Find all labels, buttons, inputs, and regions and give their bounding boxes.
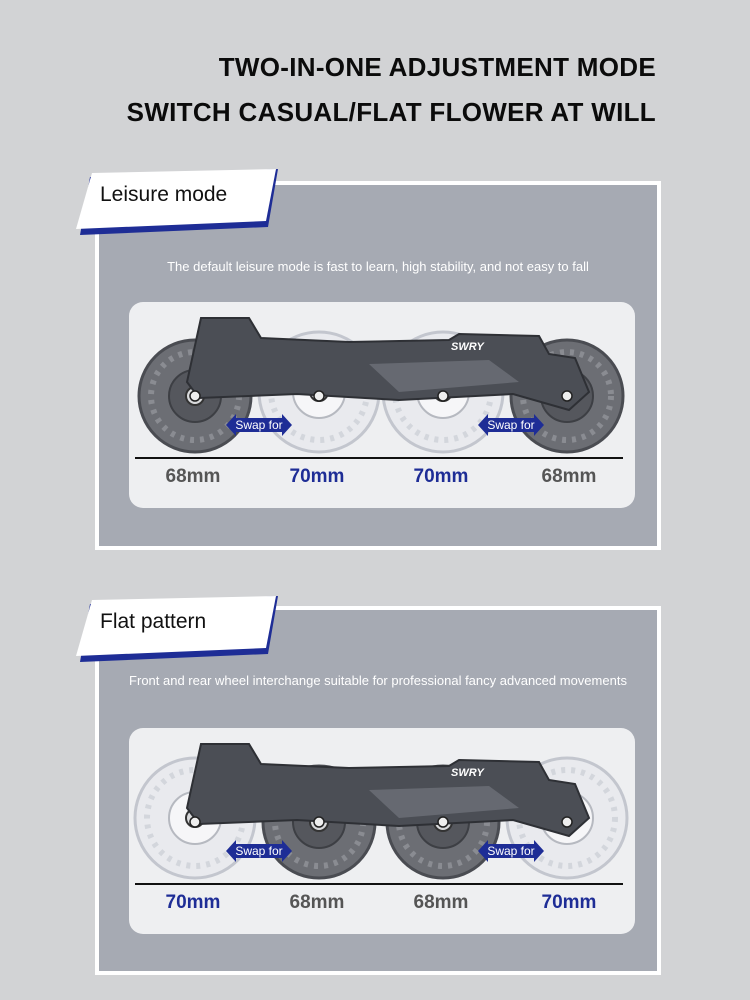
frame-brand-logo: SWRY (451, 341, 484, 353)
swap-badge-2 (478, 414, 544, 436)
ground-line (135, 457, 623, 459)
wheel-size-label-1: 70mm (165, 892, 221, 913)
skate-frame (187, 744, 589, 836)
flat-pattern-skate-card (129, 728, 635, 934)
wheel-size-label-1: 68mm (165, 466, 221, 487)
swap-badge-2 (478, 840, 544, 862)
frame-brand-logo: SWRY (451, 767, 484, 779)
leisure-mode-skate-card (129, 302, 635, 508)
flat-pattern-description: Front and rear wheel interchange suitable for professional fancy advanced movements (129, 673, 627, 688)
swap-badge-1 (226, 414, 292, 436)
headline-line-2: SWITCH CASUAL/FLAT FLOWER AT WILL (126, 97, 656, 127)
flat-pattern-label: Flat pattern (100, 610, 207, 633)
wheel-size-label-3: 68mm (413, 892, 469, 913)
wheel-size-label-3: 70mm (413, 466, 469, 487)
flat-pattern-tag (76, 596, 278, 662)
wheel-size-label-4: 70mm (541, 892, 597, 913)
headline-line-1: TWO-IN-ONE ADJUSTMENT MODE (218, 52, 656, 82)
leisure-mode-tag (76, 169, 278, 235)
swap-label: Swap for (487, 844, 535, 858)
swap-badge-1 (226, 840, 292, 862)
wheel-size-label-2: 70mm (289, 466, 345, 487)
ground-line (135, 883, 623, 885)
swap-label: Swap for (487, 418, 535, 432)
swap-label: Swap for (235, 844, 283, 858)
leisure-mode-label: Leisure mode (100, 183, 228, 206)
leisure-mode-description: The default leisure mode is fast to learn, high stability, and not easy to fall (167, 259, 589, 274)
wheel-size-label-2: 68mm (289, 892, 345, 913)
skate-frame (187, 318, 589, 410)
swap-label: Swap for (235, 418, 283, 432)
wheel-size-label-4: 68mm (541, 466, 597, 487)
